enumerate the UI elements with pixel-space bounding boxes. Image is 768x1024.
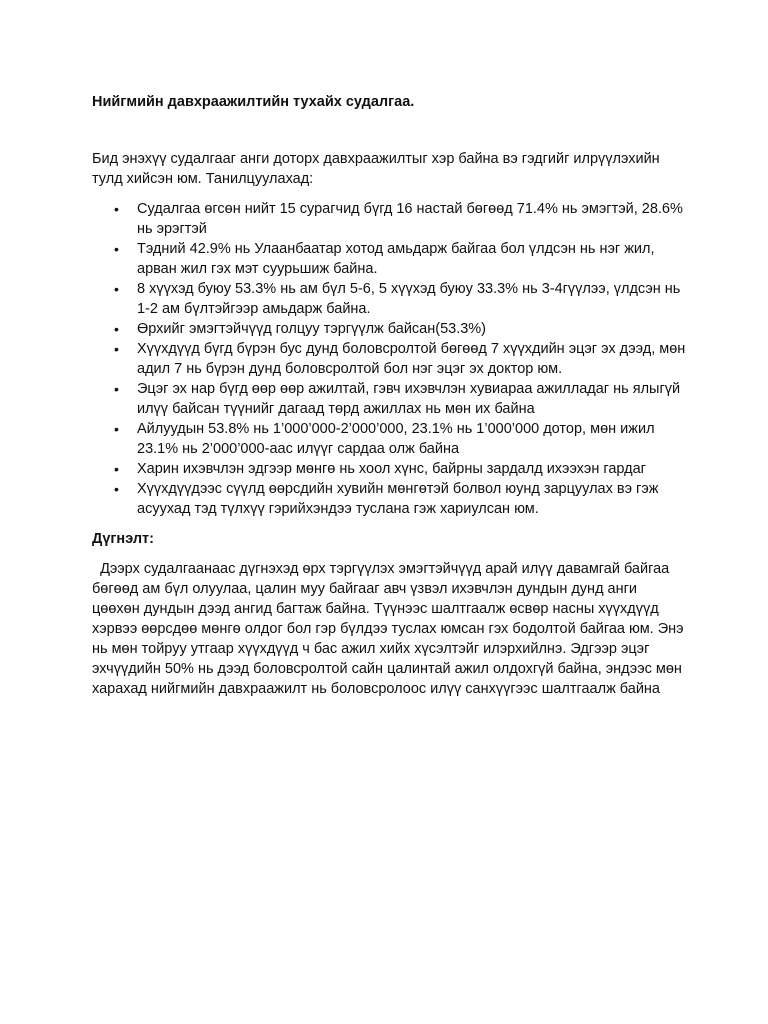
list-item-text: Эцэг эх нар бүгд өөр өөр ажилтай, гэвч ихэвчлэн хувиараа ажилладаг нь ялыгүй илүү байсан түүнийг дагаад төрд ажиллах нь мөн их байна xyxy=(137,381,681,417)
bullet-icon: • xyxy=(114,341,119,357)
list-item xyxy=(114,199,688,239)
bullet-icon: • xyxy=(114,421,119,437)
conclusion-heading: Дүгнэлт: xyxy=(92,531,154,547)
bullet-icon: • xyxy=(114,201,119,217)
bullet-icon: • xyxy=(114,381,119,397)
list-item-text: Хүүхдүүд бүгд бүрэн бус дунд боловсролтой бөгөөд 7 хүүхдийн эцэг эх дээд, мөн адил 7 нь бүрэн дунд боловсролтой бол нэг эцэг эх доктор юм. xyxy=(137,341,686,377)
list-item-text: 8 хүүхэд буюу 53.3% нь ам бүл 5-6, 5 хүүхэд буюу 33.3% нь 3-4гүүлээ, үлдсэн нь 1-2 ам бүлтэйгээр амьдарж байна. xyxy=(137,281,681,317)
bullet-icon: • xyxy=(114,461,119,477)
list-item xyxy=(114,279,688,319)
list-item-text: Судалгаа өгсөн нийт 15 сурагчид бүгд 16 настай бөгөөд 71.4% нь эмэгтэй, 28.6% нь эрэгтэй xyxy=(137,201,683,237)
list-item-text: Тэдний 42.9% нь Улаанбаатар хотод амьдарж байгаа бол үлдсэн нь нэг жил, арван жил гэх мэт суурьшиж байна. xyxy=(137,241,655,277)
findings-list xyxy=(92,199,688,519)
bullet-icon: • xyxy=(114,241,119,257)
document-title: Нийгмийн давхраажилтийн тухайх судалгаа. xyxy=(92,94,415,110)
list-item xyxy=(114,339,688,379)
list-item xyxy=(114,319,688,339)
conclusion-paragraph: Дээрх судалгаанаас дүгнэхэд өрх тэргүүлэх эмэгтэйчүүд арай илүү давамгай байгаа бөгөөд ам бүл олуулаа, цалин муу байгааг авч үзвэл ихэвчлэн дундын дунд анги цөөхөн дундын дээд ангид багтаж байна. Түүнээс шалтгаалж өсвөр насны хүүхдүүд хэрвээ өөрсдөө мөнгө олдог бол гэр бүлдээ туслах юмсан гэх бодолтой байгаа юм. Энэ нь мөн тойруу утгаар хүүхдүүд ч бас ажил хийх хүсэлтэйг илэрхийлнэ. Эдгээр эцэг эхчүүдийн 50% нь дээд боловсролтой сайн цалинтай ажил олдохгүй байна, эндээс мөн харахад нийгмийн давхраажилт нь боловсролоос илүү санхүүгээс шалтгаалж байна xyxy=(92,561,688,697)
bullet-icon: • xyxy=(114,281,119,297)
list-item-text: Айлуудын 53.8% нь 1’000’000-2’000’000, 23.1% нь 1’000’000 дотор, мөн ижил 23.1% нь 2’000’000-аас илүүг сардаа олж байна xyxy=(137,421,655,457)
list-item-text: Хүүхдүүдээс сүүлд өөрсдийн хувийн мөнгөтэй болвол юунд зарцуулах вэ гэж асуухад тэд түлхүү гэрийхэндээ туслана гэж хариулсан юм. xyxy=(137,481,659,517)
list-item xyxy=(114,459,688,479)
list-item xyxy=(114,239,688,279)
list-item-text: Өрхийг эмэгтэйчүүд голцуу тэргүүлж байсан(53.3%) xyxy=(137,321,487,337)
list-item xyxy=(114,379,688,419)
bullet-icon: • xyxy=(114,481,119,497)
list-item xyxy=(114,479,688,519)
intro-paragraph: Бид энэхүү судалгааг анги доторх давхраажилтыг хэр байна вэ гэдгийг илрүүлэхийн тулд хийсэн юм. Танилцуулахад: xyxy=(92,151,660,187)
bullet-icon: • xyxy=(114,321,119,337)
list-item xyxy=(114,419,688,459)
list-item-text: Харин ихэвчлэн эдгээр мөнгө нь хоол хүнс, байрны зардалд ихээхэн гардаг xyxy=(137,461,646,477)
